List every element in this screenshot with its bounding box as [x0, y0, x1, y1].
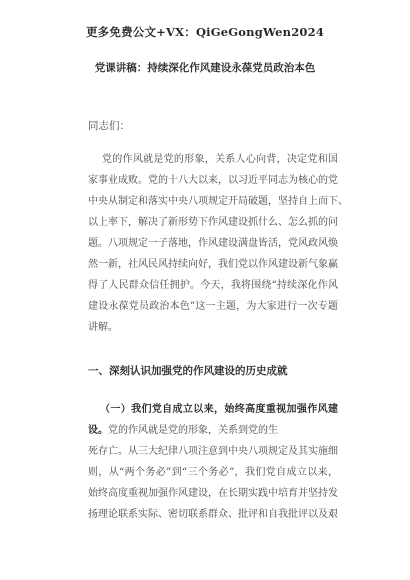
document-title: 党课讲稿：持续深化作风建设永葆党员政治本色	[94, 62, 316, 74]
paragraph-line-first	[88, 424, 338, 438]
paragraph-line: 然一新，社风民风持续向好，我们党以作风建设新气象赢	[88, 259, 338, 270]
paragraph-line: 以上率下，解决了新形势下作风建设抓什么、怎么抓的问	[88, 217, 338, 228]
paragraph-line: 得了人民群众信任拥护。今天，我将围绕“持续深化作风	[88, 280, 338, 291]
paragraph-line: 党的作风就是党的形象，关系人心向背，决定党和国	[102, 154, 338, 165]
subsection-heading-tail: 设。	[88, 425, 108, 436]
paragraph-line: 家事业成败。党的十八大以来，以习近平同志为核心的党	[88, 175, 338, 186]
paragraph-line: 中央从制定和落实中央八项规定开局破题，坚持自上而下、	[88, 196, 348, 207]
promo-header: 更多免费公文+VX：QiGeGongWen2024	[85, 25, 325, 39]
paragraph-line: 讲解。	[88, 322, 118, 333]
paragraph-line: 建设永葆党员政治本色”这一主题，为大家进行一次专题	[88, 301, 338, 312]
subsection-heading: （一）我们党自成立以来，始终高度重视加强作风建	[100, 404, 338, 415]
paragraph-line: 题。八项规定一子落地，作风建设满盘皆活，党风政风焕	[88, 238, 338, 249]
paragraph-line: 则，从“两个务必”到“三个务必”，我们党自成立以来，	[88, 467, 338, 478]
paragraph-line: 始终高度重视加强作风建设，在长期实践中培育并坚持发	[88, 488, 338, 499]
section-heading: 一、深刻认识加强党的作风建设的历史成就	[88, 365, 288, 377]
paragraph-text: 党的作风就是党的形象，关系到党的生	[108, 425, 278, 436]
paragraph-line: 扬理论联系实际、密切联系群众、批评和自我批评以及艰	[88, 509, 338, 520]
salutation: 同志们：	[88, 120, 130, 132]
paragraph-line: 死存亡。从三大纪律八项注意到中央八项规定及其实施细	[88, 446, 338, 457]
